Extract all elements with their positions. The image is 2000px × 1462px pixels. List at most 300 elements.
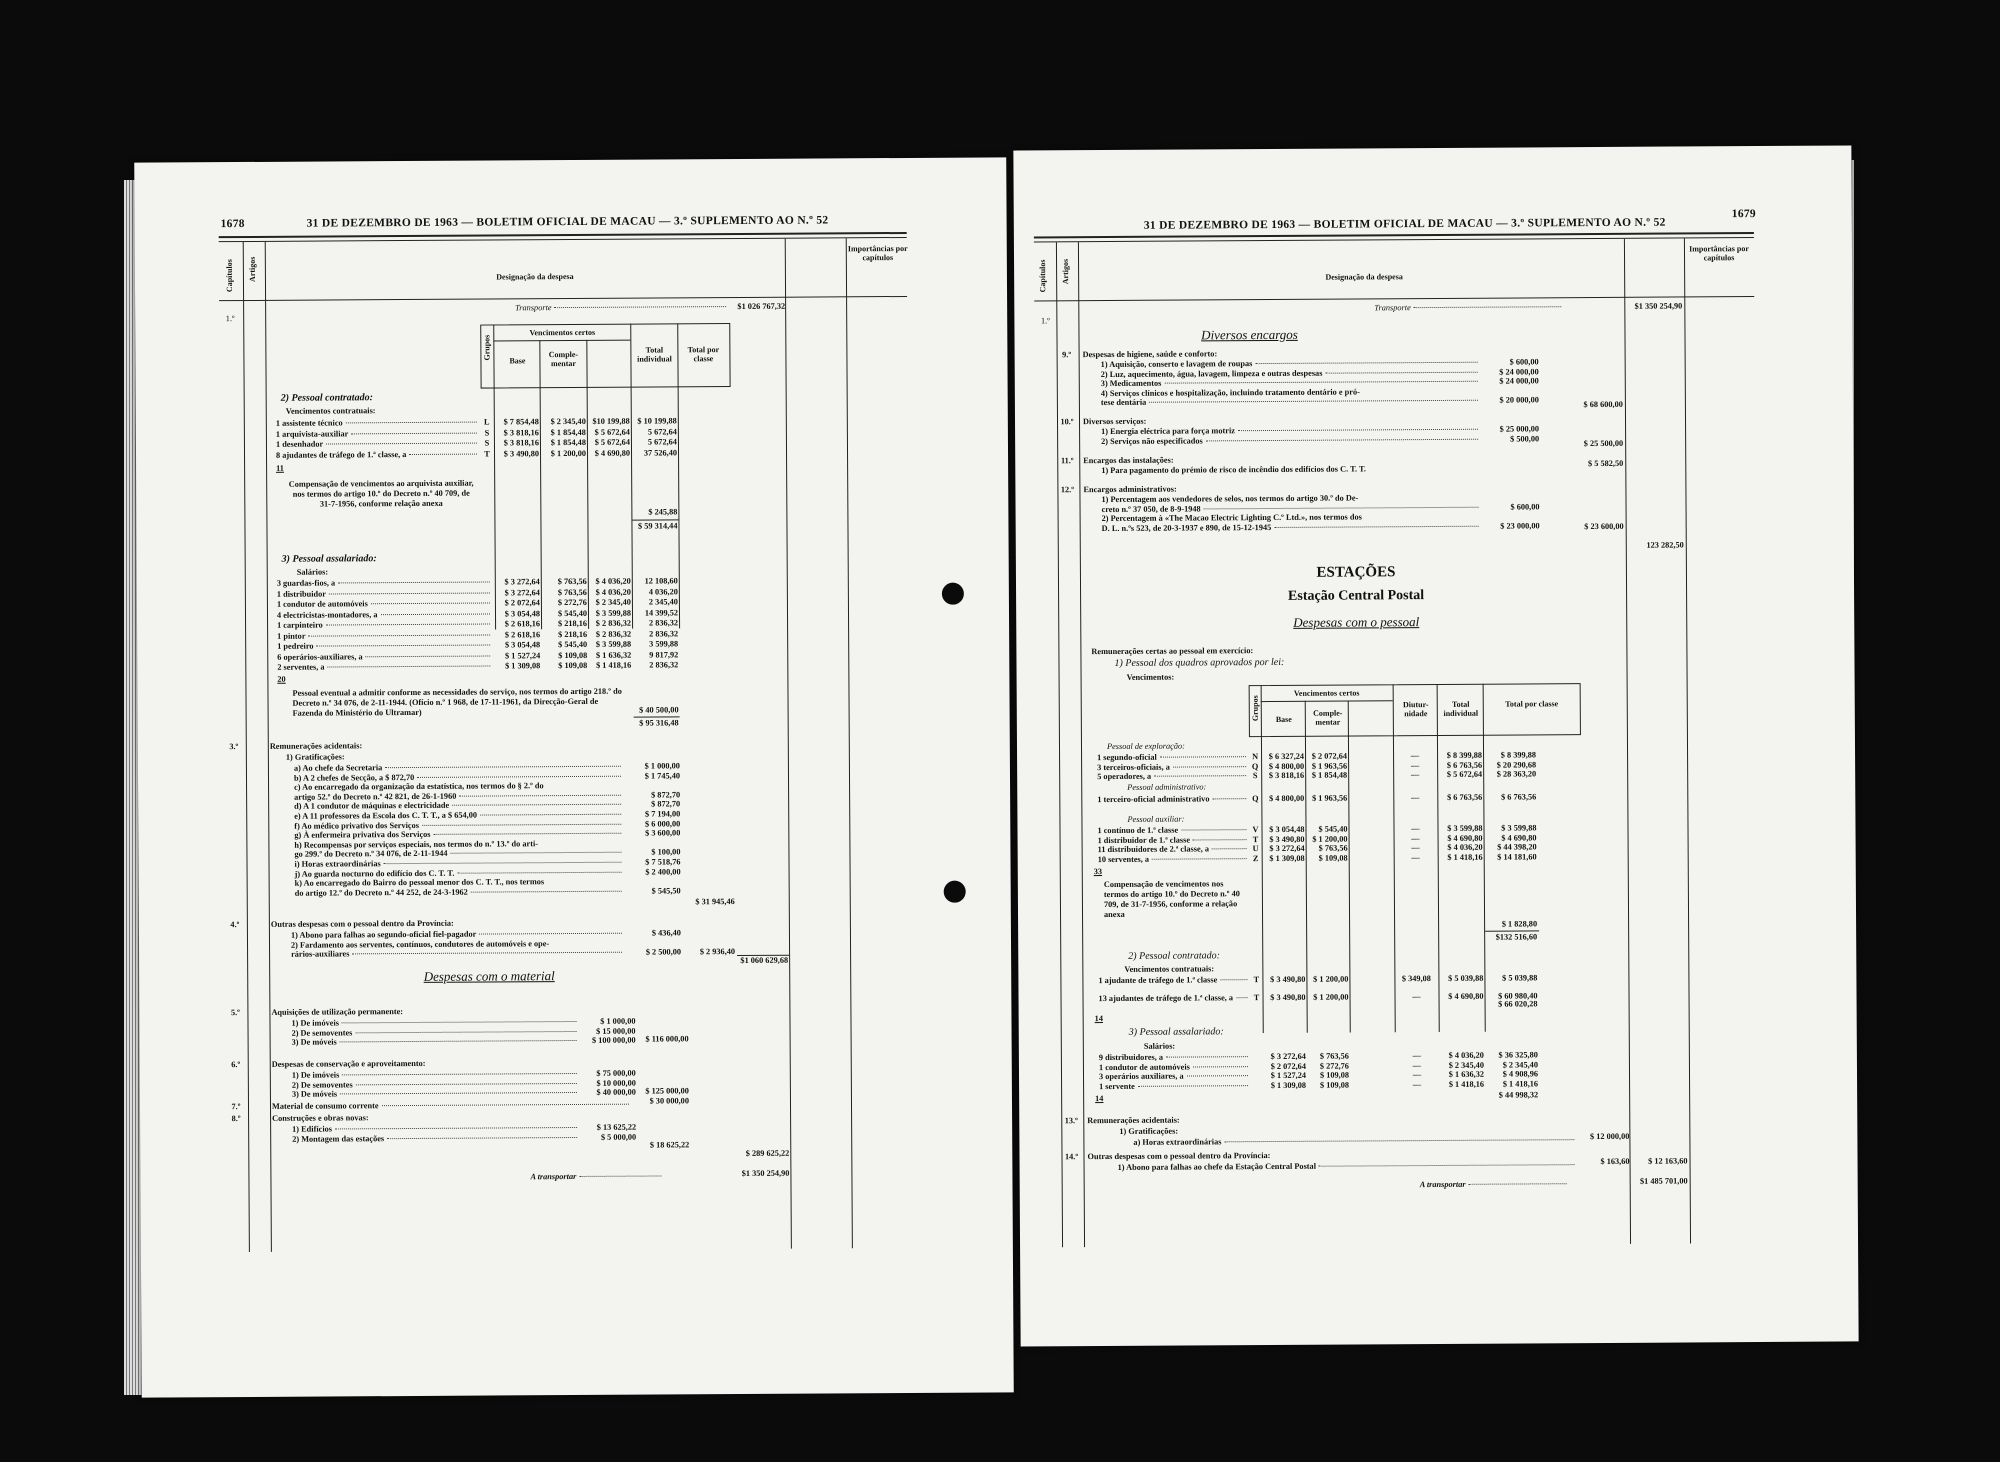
grupo-letter: Q — [1252, 794, 1259, 804]
gratificacao-item-text: artigo 52.º do Decreto n.º 42 821, de 26-1-1960 — [294, 791, 457, 802]
art8-value: $ 5 000,00 — [600, 1132, 637, 1142]
art5-value: $ 1 000,00 — [600, 1016, 636, 1026]
art9-value: $ 600,00 — [1509, 357, 1539, 367]
complementar-value: $ 272,76 — [557, 597, 587, 608]
gratificacao-item: h) Recompensas por serviços especiais, nos termos do n.º 13.º do arti- — [294, 839, 539, 850]
staff-row-desc — [1099, 993, 1251, 1004]
total-individual-value: $ 1 418,16 — [1447, 852, 1483, 862]
assalariado-row-desc — [277, 630, 493, 641]
art12-item — [1102, 522, 1482, 534]
eventual-value: $ 40 500,00 — [639, 705, 679, 715]
art5-item — [292, 1036, 580, 1048]
gratificacao-value: $ 7 518,76 — [645, 857, 681, 867]
diuturnidade-value: $ 349,08 — [1401, 974, 1431, 984]
art12-item: 1) Percentagem aos vendedores de selos, nos termos do artigo 30.º do De- — [1101, 493, 1359, 505]
art9-item: 4) Serviços clínicos e hospitalização, incluindo tratamento dentário e pró- — [1100, 387, 1360, 398]
grupo-letter: T — [484, 449, 490, 459]
total-classe-value: 2 836,32 — [649, 628, 679, 639]
article-number: 4.º — [230, 920, 240, 930]
base-value: $ 2 072,64 — [1270, 1061, 1306, 1071]
total-classe-value: 12 108,60 — [644, 576, 678, 586]
article-number: 5.º — [230, 1008, 240, 1018]
art12-value: $ 23 000,00 — [1500, 521, 1540, 531]
article-number: 7.º — [231, 1102, 241, 1112]
col-artigos: Artigos — [247, 256, 257, 282]
total-individual-value: $ 6 763,56 — [1447, 792, 1483, 802]
total-classe-value: $ 36 325,80 — [1498, 1050, 1538, 1060]
total-classe-value: $ 28 363,20 — [1496, 769, 1537, 779]
base-value: $ 3 054,48 — [1269, 824, 1305, 835]
assalariado-count: 14 — [1095, 1094, 1104, 1104]
base-value: $ 2 072,64 — [504, 598, 540, 608]
art5-title: Aquisições de utilização permanente: — [271, 1007, 404, 1017]
assalariado-row-desc — [277, 661, 493, 672]
assalariado-row-desc — [277, 588, 493, 599]
art13-item-text: a) Horas extraordinárias — [1133, 1137, 1222, 1147]
art6-total: $ 125 000,00 — [645, 1086, 689, 1096]
contratado-row-desc — [276, 418, 480, 429]
left-page: 1678 31 DE DEZEMBRO DE 1963 — BOLETIM OFICIAL DE MACAU — 3.º SUPLEMENTO AO N.º 52 Capítulos Artigos Designação da despesa Importâncias por capítulos Transporte $1 026 767,32 1.º Grupos Vencimentos certos Base Comple-mentar Total individual Total por classe 2) Pessoal contratado: Vencimentos contratuais: 1 assistente técnico L $ 7 854,48 $ 2 345,40 $10 199,88 $ 10 199,88 1 arquivista-auxiliar S $ 3 818,16 $ 1 854,48 $ 5 672,64 5 672,64 1 desenhador S $ 3 818,16 $ 1 854,48 $ 5 672,64 5 672,64 8 ajudantes de tráfego de 1.ª classe, a T $ 3 490,80 $ 1 200,00 $ 4 690,80 37 526,40 11 Compensação de vencimentos ao arquivista auxiliar, nos termos do artigo 10.º do Decreto n.º 40 709, de 31-7-1956, conforme relação anexa $ 245,88 $ 59 314,44 3) Pessoal assalariado: Salários: 3 guardas-fios, a $ 3 272,64 $ 763,56 $ 4 036,20 12 108,60 1 distribuidor $ 3 272,64 $ 763,56 $ 4 036,20 4 036,20 1 condutor de automóveis $ 2 072,64 $ 272,76 $ 2 345,40 2 345,40 4 electricistas-montadores, a $ 3 054,48 $ 545,40 $ 3 599,88 14 399,52 1 carpinteiro $ 2 618,16 $ 218,16 $ 2 836,32 2 836,32 1 pintor $ 2 618,16 $ 218,16 $ 2 836,32 2 836,32 1 pedreiro $ 3 054,48 $ 545,40 $ 3 599,88 3 599,88 6 operários-auxiliares, a $ 1 527,24 $ 109,08 $ 1 636,32 9 817,92 2 serventes, a $ 1 309,08 $ 109,08 $ 1 418,16 2 836,32 20 Pessoal eventual a admitir conforme as necessidades do serviço, nos termos do artigo 218.º do Decreto n.º 34 076, de 2-11-1944. (Ofício n.º 1 968, de 17-11-1961, da Direcção-Geral de Fazenda do Ministério do Ultramar) $ 40 500,00 $ 95 316,48 3.º Remunerações acidentais: 1) Gratificações: a) Ao chefe da Secretaria $ 1 000,00 b) A 2 chefes de Secção, a $ 872,70 $ 1 745,40 c) Ao encarregado da organização da estatística, nos termos do § 2.º do artigo 52.º do Decreto n.º 42 821, de 26-1-1960 $ 872,70 d) A 1 condutor de máquinas e electricidade $ 872,70 e) A 11 professores da Escola dos C. T. T., a $ 654,00 $ 7 194,00 f) Ao médico privativo dos Serviços $ 6 000,00 g) À enfermeira privativa dos Serviços $ 3 600,00 h) Recompensas por serviços especiais, nos termos do n.º 13.º do arti- go 299.º do Decreto n.º 34 076, de 2-11-1944 $ 100,00 i) Horas extraordinárias $ 7 518,76 j) Ao guarda nocturno do edifício dos C. T. T. $ 2 400,00 k) Ao encarregado do Bairro do pessoal menor dos C. T. T., nos termos do artigo 12.º do Decreto n.º 44 252, de 24-3-1962 $ 545,50 $ 31 945,46 4.º Outras despesas com o pessoal dentro da Província: 1) Abono para falhas ao segundo-oficial fiel-pagador $ 436,40 2) Fardamento aos serventes, contínuos, condutores de automóveis e ope- rários-auxiliares $ 2 500,00 $ 2 936,40 $1 060 629,68 Despesas com o material 5.º Aquisições de utilização permanente: 1) De imóveis $ 1 000,00 2) De semoventes $ 15 000,00 3) De móveis $ 100 000,00 $ 116 000,00 6.º Despesas de conservação e aproveitamento: 1) De imóveis $ 75 000,00 2) De semoventes $ 10 000,00 3) De móveis $ 40 000,00 $ 125 000,00 7.º Material de consumo corrente $ 30 000,00 8.º Construções e obras novas: 1) Edifícios $ 13 625,22 2) Montagem das estações $ 5 000,00 $ 18 625,22 $ 289 625,22 A transportar $1 350 254,90 — [134, 157, 1014, 1397]
assalariado-row-desc — [277, 651, 493, 662]
base-value: $ 4 800,00 — [1268, 761, 1305, 771]
gratificacao-item-text: f) Ao médico privativo dos Serviços — [294, 820, 419, 831]
total-classe-value: 37 526,40 — [643, 447, 678, 458]
base-value: $ 3 054,48 — [504, 608, 541, 618]
art5-value: $ 15 000,00 — [596, 1026, 636, 1036]
total-classe-value: 2 836,32 — [648, 618, 679, 628]
punch-hole — [942, 583, 964, 605]
col-importancias: Importâncias por capítulos — [1689, 244, 1749, 263]
total-individual-value: $ 5 672,64 — [594, 437, 630, 447]
contratado-row-desc — [276, 428, 480, 439]
complementar-value: $ 763,56 — [557, 576, 587, 587]
diuturnidade-value: — — [1412, 992, 1421, 1002]
page-number: 1678 — [220, 218, 245, 231]
art6-item-text: 3) De móveis — [291, 1089, 338, 1099]
total-individual-value: $ 5 672,64 — [594, 427, 630, 437]
complementar-value: $ 763,56 — [1318, 843, 1348, 853]
art8-item — [292, 1133, 580, 1145]
art12-value: $ 600,00 — [1510, 501, 1540, 512]
article-number: 8.º — [231, 1114, 241, 1124]
grupo-letter: T — [1253, 993, 1260, 1003]
gratificacao-value: $ 100,00 — [651, 847, 681, 857]
art8-total: $ 18 625,22 — [649, 1140, 690, 1150]
staff-row-desc-text: 13 ajudantes de tráfego de 1.ª classe, a — [1098, 993, 1234, 1004]
assalariado-row-desc-text: 1 pedreiro — [277, 641, 314, 651]
eventual-text: Pessoal eventual a admitir conforme as necessidades do serviço, nos termos do artigo 218.º do Decreto n.º 34 076, de 2-11-1944. (Ofício n.º 1 968, de 17-11-1961, da Direcção-Geral de Fazenda do Ministério do Ultramar) — [292, 686, 622, 718]
total-classe-value: $ 10 199,88 — [637, 416, 677, 426]
assalariado-row-desc-text: 1 carpinteiro — [277, 620, 323, 630]
total-individual-value: $ 4 690,80 — [594, 448, 631, 458]
contratado-row-desc-text: 8 ajudantes de tráfego de 1.ª classe, a — [275, 449, 407, 460]
art12-title: Encargos administrativos: — [1083, 484, 1177, 495]
assalariado-row-desc-text: 6 operários-auxiliares, a — [277, 651, 363, 662]
art3-total: $ 31 945,46 — [695, 897, 735, 907]
art6-title: Despesas de conservação e aproveitamento: — [271, 1058, 426, 1069]
gratificacao-item-text: do artigo 12.º do Decreto n.º 44 252, de 24-3-1962 — [294, 887, 468, 898]
article-number: 14.º — [1064, 1152, 1079, 1162]
art5-item-text: 2) De semoventes — [291, 1027, 353, 1038]
complementar-value: $ 272,76 — [1319, 1061, 1349, 1071]
compensacao-value: $ 245,88 — [648, 507, 678, 517]
art12-item: 2) Percentagem à «The Macao Electric Lighting C.º Ltd.», nos termos dos — [1101, 512, 1362, 524]
col-artigos: Artigos — [1061, 258, 1071, 285]
base-value: $ 3 490,80 — [1270, 992, 1306, 1003]
complementar-value: $ 1 200,00 — [1312, 834, 1348, 844]
remuneracoes-title: Remunerações certas ao pessoal em exercício: — [1091, 646, 1254, 657]
assalariado-row-desc — [277, 577, 493, 588]
art6-value: $ 75 000,00 — [596, 1068, 636, 1078]
base-value: $ 6 327,24 — [1268, 751, 1305, 762]
staff-row-desc-text: 1 terceiro-oficial administrativo — [1097, 794, 1210, 805]
contratado-row-desc-text: 1 arquivista-auxiliar — [275, 428, 349, 439]
running-head: 31 DE DEZEMBRO DE 1963 — BOLETIM OFICIAL DE MACAU — 3.º SUPLEMENTO AO N.º 52 — [306, 214, 829, 230]
staff-row-desc-text: 1 segundo-oficial — [1097, 752, 1157, 763]
contratado-count: 11 — [276, 463, 284, 473]
art8-item-text: 2) Montagem das estações — [292, 1133, 385, 1144]
art12-total: $ 23 600,00 — [1584, 521, 1624, 532]
diuturnidade-value: — — [1412, 1060, 1422, 1070]
staff-row-desc — [1098, 975, 1250, 986]
staff-row-desc — [1097, 771, 1249, 782]
complementar-value: $ 545,40 — [1318, 824, 1348, 834]
art4-item: 2) Fardamento aos serventes, contínuos, condutores de automóveis e ope- — [290, 938, 550, 950]
article-number: 9.º — [1062, 350, 1072, 360]
total-individual-value: $ 6 763,56 — [1446, 760, 1483, 770]
total-classe-value: 5 672,64 — [647, 426, 677, 437]
art10-item-text: 2) Serviços não especificados — [1101, 436, 1203, 446]
article-number: 6.º — [231, 1060, 241, 1070]
diuturnidade-value: — — [1410, 770, 1420, 780]
base-value: $ 1 527,24 — [504, 650, 541, 660]
total-individual-value: $ 4 036,20 — [595, 587, 631, 597]
gratificacao-item — [295, 886, 625, 898]
total-classe-value: $ 8 399,88 — [1500, 750, 1537, 760]
total-classe-value: $ 4 908,96 — [1502, 1069, 1539, 1079]
contratado-row-desc — [276, 449, 480, 460]
complementar-value: $ 2 345,40 — [550, 416, 586, 427]
total-classe-value: $ 5 039,88 — [1502, 973, 1538, 983]
assalariado-row-desc — [277, 619, 493, 630]
gratificacao-item-text: j) Ao guarda nocturno do edifício dos C. T. T. — [294, 868, 455, 879]
art14-title: Outras despesas com o pessoal dentro da Província: — [1087, 1151, 1271, 1162]
base-value: $ 1 309,08 — [505, 661, 541, 671]
art13-item — [1133, 1135, 1577, 1148]
section-diversos-encargos: Diversos encargos — [1201, 326, 1298, 343]
staff-row-desc-text: 1 servente — [1099, 1081, 1135, 1091]
total-classe-value: $ 44 398,20 — [1497, 842, 1537, 852]
section-despesas-pessoal: Despesas com o pessoal — [1293, 614, 1420, 630]
base-value: $ 3 818,16 — [503, 427, 539, 437]
contratado-row-desc-text: 1 assistente técnico — [275, 418, 343, 428]
total-individual-value: $ 3 599,88 — [1447, 823, 1483, 833]
exploracao-label: Pessoal de exploração: — [1106, 741, 1185, 752]
art13-title: Remunerações acidentais: — [1087, 1115, 1180, 1126]
compensacao-text: Compensação de vencimentos nos termos do artigo 10.º do Decreto n.º 40 709, de 31-7-1956, conforme a relação anexa — [1103, 879, 1240, 920]
gratificacao-item-text: go 299.º do Decreto n.º 34 076, de 2-11-1944 — [294, 849, 448, 860]
art6-item-text: 1) De imóveis — [291, 1070, 340, 1080]
col-capitulos: Capítulos — [224, 259, 235, 293]
complementar-value: $ 1 854,48 — [550, 427, 586, 437]
total-classe-value: $ 14 181,60 — [1497, 852, 1537, 862]
total-classe-value: 5 672,64 — [647, 437, 677, 447]
base-value: $ 3 490,80 — [503, 448, 540, 458]
base-value: $ 3 272,64 — [504, 577, 540, 587]
grupo-letter: S — [484, 438, 490, 448]
total-individual-value: $ 5 672,64 — [1446, 769, 1483, 780]
total-classe-value: $ 4 690,80 — [1501, 832, 1537, 843]
art8-title: Construções e obras novas: — [272, 1113, 369, 1123]
complementar-value: $ 763,56 — [1319, 1051, 1349, 1061]
complementar-value: $ 109,08 — [558, 650, 588, 660]
complementar-value: $ 109,08 — [558, 660, 588, 671]
assalariado-count: 20 — [277, 674, 286, 684]
transporte-label: Transporte — [1374, 303, 1411, 313]
base-value: $ 3 272,64 — [1269, 843, 1305, 854]
contratado-sub: Vencimentos contratuais: — [285, 406, 376, 416]
art13-sub: 1) Gratificações: — [1119, 1126, 1179, 1136]
gratificacao-value: $ 545,50 — [651, 886, 681, 896]
total-individual-value: $ 4 036,20 — [1448, 1050, 1484, 1060]
total-classe-value: $ 60 980,40 — [1498, 991, 1538, 1001]
complementar-value: $ 109,08 — [1319, 1080, 1350, 1090]
total-classe-value: 2 836,32 — [649, 660, 679, 670]
art14-item — [1118, 1160, 1578, 1173]
col-capitulos: Capítulos — [1038, 259, 1048, 293]
base-value: $ 3 272,64 — [504, 587, 540, 597]
article-number: 10.º — [1060, 417, 1074, 427]
art6-value: $ 40 000,00 — [596, 1087, 636, 1098]
complementar-value: $ 109,08 — [1318, 853, 1348, 863]
gratificacao-value: $ 6 000,00 — [644, 818, 681, 829]
contratado-sub: Vencimentos contratuais: — [1124, 964, 1215, 974]
staff-row-desc-text: 5 operadores, a — [1097, 771, 1152, 782]
contratado-row-desc — [276, 439, 480, 450]
art5-item-text: 1) De imóveis — [291, 1018, 339, 1028]
art3-title: Remunerações acidentais: — [269, 741, 363, 751]
col-importancias: Importâncias por capítulos — [847, 243, 908, 263]
total-individual-value: $ 8 399,88 — [1446, 750, 1483, 760]
gratificacao-value: $ 1 745,40 — [644, 770, 681, 781]
total-individual-value: $ 2 345,40 — [1448, 1060, 1484, 1070]
chapter-number: 1.º — [1040, 316, 1050, 326]
complementar-value: $ 1 854,48 — [550, 437, 586, 448]
auxiliar-label: Pessoal auxiliar: — [1127, 814, 1185, 824]
a-transportar-label-text: A transportar — [530, 1171, 577, 1182]
quadros-title: 1) Pessoal dos quadros aprovados por lei: — [1114, 656, 1285, 669]
complementar-value: $ 1 963,56 — [1312, 793, 1348, 803]
total-individual-value: $ 2 836,32 — [595, 618, 632, 628]
a-transportar-label — [1420, 1179, 1570, 1190]
grupo-letter: S — [1252, 771, 1258, 781]
staff-row-desc-text: 1 contínuo de 1.ª classe — [1097, 825, 1179, 836]
section-despesas-material: Despesas com o material — [423, 968, 555, 984]
assalariado-row-desc-text: 4 electricistas-montadores, a — [276, 609, 378, 620]
compensacao-text: Compensação de vencimentos ao arquivista auxiliar, nos termos do artigo 10.º do Decreto n.º 40 709, de 31-7-1956, conforme relação anexa — [288, 478, 474, 509]
gratificacao-value: $ 2 400,00 — [645, 866, 681, 877]
art4-item-text: rários-auxiliares — [291, 949, 350, 959]
total-individual-value: $ 2 836,32 — [595, 629, 632, 639]
punch-hole — [944, 881, 966, 903]
assalariado-row-desc — [277, 640, 493, 651]
complementar-value: $ 1 200,00 — [1313, 974, 1349, 984]
transporte-value: $1 350 254,90 — [1634, 301, 1683, 311]
staff-row-desc-text: 1 distribuidor de 1.ª classe — [1097, 835, 1191, 845]
material-subtotal: $ 289 625,22 — [745, 1148, 790, 1158]
art5-item-text: 3) De móveis — [291, 1037, 337, 1047]
col-designacao: Designação da despesa — [496, 271, 574, 282]
total-individual-value: $ 1 418,16 — [596, 660, 632, 670]
grupo-letter: V — [1252, 825, 1259, 835]
art9-total: $ 68 600,00 — [1583, 399, 1623, 410]
diuturnidade-value: — — [1411, 833, 1420, 843]
grupo-letter: Z — [1252, 853, 1259, 863]
art10-total: $ 25 500,00 — [1583, 438, 1624, 449]
total-classe-value: 9 817,92 — [649, 649, 679, 660]
total-classe-value: 4 036,20 — [648, 586, 678, 597]
complementar-value: $ 1 200,00 — [1313, 992, 1349, 1002]
gratificacao-item-text: b) A 2 chefes de Secção, a $ 872,70 — [293, 772, 415, 783]
a-transportar-label-text: A transportar — [1419, 1179, 1466, 1190]
gratificacao-item: k) Ao encarregado do Bairro do pessoal menor dos C. T. T., nos termos — [294, 877, 545, 888]
art10-title: Diversos serviços: — [1082, 416, 1147, 427]
grupo-letter: L — [484, 417, 490, 427]
art9-item-text: 3) Medicamentos — [1100, 378, 1162, 389]
chapter-subtotal: $1 060 629,68 — [740, 955, 789, 965]
art9-title: Despesas de higiene, saúde e conforto: — [1082, 349, 1218, 360]
assalariado-sub: Salários: — [1143, 1041, 1176, 1051]
total-classe-value: $ 6 763,56 — [1501, 792, 1537, 802]
base-value: $ 1 309,08 — [1270, 1080, 1307, 1090]
assalariado-row-desc-text: 2 serventes, a — [277, 662, 325, 672]
art9-value: $ 24 000,00 — [1499, 366, 1539, 377]
eventual-total: $ 95 316,48 — [639, 718, 679, 728]
total-classe-value: 3 599,88 — [649, 639, 679, 649]
grupo-letter: T — [1252, 834, 1259, 844]
grupo-letter: Q — [1251, 761, 1259, 771]
staff-row-desc-text: 1 condutor de automóveis — [1098, 1062, 1190, 1072]
gratificacao-item-text: d) A 1 condutor de máquinas e electricidade — [294, 801, 450, 812]
gratificacao-value: $ 872,70 — [651, 799, 681, 809]
contratado-count: 14 — [1094, 1014, 1103, 1024]
diuturnidade-value: — — [1411, 824, 1420, 834]
art8-value: $ 13 625,22 — [596, 1122, 637, 1132]
right-page: 31 DE DEZEMBRO DE 1963 — BOLETIM OFICIAL DE MACAU — 3.º SUPLEMENTO AO N.º 52 1679 Capítulos Artigos Designação da despesa Importâncias por capítulos Transporte $1 350 254,90 1.º Diversos encargos 9.º Despesas de higiene, saúde e conforto: 1) Aquisição, conserto e lavagem de roupas $ 600,00 2) Luz, aquecimento, água, lavagem, limpeza e outras despesas $ 24 000,00 3) Medicamentos $ 24 000,00 4) Serviços clínicos e hospitalização, incluindo tratamento dentário e pró- tese dentária $ 20 000,00 $ 68 600,00 10.º Diversos serviços: 1) Energia eléctrica para força motriz $ 25 000,00 2) Serviços não especificados $ 500,00 $ 25 500,00 11.º Encargos das instalações: 1) Para pagamento do prémio de risco de incêndio dos edifícios dos C. T. T. $ 5 582,50 12.º Encargos administrativos: 1) Percentagem aos vendedores de selos, nos termos do artigo 30.º do De- creto n.º 37 050, de 8-9-1948 $ 600,00 2) Percentagem à «The Macao Electric Lighting C.º Ltd.», nos termos dos D. L. n.ºs 523, de 20-3-1937 e 890, de 15-12-1945 $ 23 000,00 $ 23 600,00 123 282,50 Remunerações certas ao pessoal em exercício: 1) Pessoal dos quadros aprovados por lei: Vencimentos: Pessoal de exploração: 1 segundo-oficial N $ 6 327,24 $ 2 072,64 — $ 8 399,88 $ 8 399,88 3 terceiros-oficiais, a Q $ 4 800,00 $ 1 963,56 — $ 6 763,56 $ 20 290,68 5 operadores, a S $ 3 818,16 $ 1 854,48 — $ 5 672,64 $ 28 363,20 Pessoal administrativo: 1 terceiro-oficial administrativo Q $ 4 800,00 $ 1 963,56 — $ 6 763,56 $ 6 763,56 Pessoal auxiliar: 1 contínuo de 1.ª classe V $ 3 054,48 $ 545,40 — $ 3 599,88 $ 3 599,88 1 distribuidor de 1.ª classe T $ 3 490,80 $ 1 200,00 — $ 4 690,80 $ 4 690,80 11 distribuidores de 2.ª classe, a U $ 3 272,64 $ 763,56 — $ 4 036,20 $ 44 398,20 10 serventes, a Z $ 1 309,08 $ 109,08 — $ 1 418,16 $ 14 181,60 33 Compensação de vencimentos nos termos do artigo 10.º do Decreto n.º 40 709, de 31-7-1956, conforme a relação anexa $ 1 828,80 $132 516,60 2) Pessoal contratado: Vencimentos contratuais: 1 ajudante de tráfego de 1.ª classe T $ 3 490,80 $ 1 200,00 $ 349,08 $ 5 039,88 $ 5 039,88 13 ajudantes de tráfego de 1.ª classe, a T $ 3 490,80 $ 1 200,00 — $ 4 690,80 $ 60 980,40 14 $ 66 020,28 3) Pessoal assalariado: Salários: 9 distribuidores, a $ 3 272,64 $ 763,56 — $ 4 036,20 $ 36 325,80 1 condutor de automóveis $ 2 072,64 $ 272,76 — $ 2 345,40 $ 2 345,40 3 operários auxiliares, a $ 1 527,24 $ 109,08 — $ 1 636,32 $ 4 908,96 1 servente $ 1 309,08 $ 109,08 — $ 1 418,16 $ 1 418,16 14 $ 44 998,32 13.º Remunerações acidentais: 1) Gratificações: a) Horas extraordinárias $ 12 000,00 14.º Outras despesas com o pessoal dentro da Província: 1) Abono para falhas ao chefe da Estação Central Postal $ 163,60 $ 12 163,60 A transportar $1 485 701,00 ESTAÇÕES Estação Central Postal Despesas com o pessoal Grupos Vencimentos certos Base Comple-mentar Diutur-nidade Total individual Total por classe — [1013, 145, 1858, 1346]
gratificacao-item-text: a) Ao chefe da Secretaria — [293, 763, 383, 773]
assalariado-row-desc — [277, 598, 493, 609]
a-transportar-value: $1 350 254,90 — [741, 1168, 790, 1178]
complementar-value: $ 218,16 — [558, 629, 588, 639]
contratado-row-desc-text: 1 desenhador — [275, 439, 324, 449]
gratificacao-item-text: g) À enfermeira privativa dos Serviços — [294, 830, 431, 840]
diuturnidade-value: — — [1412, 1070, 1422, 1080]
base-value: $ 3 490,80 — [1269, 834, 1305, 844]
total-individual-value: $ 1 636,32 — [1448, 1069, 1485, 1080]
base-value: $ 3 272,64 — [1270, 1051, 1306, 1062]
art11-item: 1) Para pagamento do prémio de risco de incêndio dos edifícios dos C. T. T. — [1101, 464, 1367, 476]
art3-sub: 1) Gratificações: — [285, 752, 345, 762]
grupo-letter: S — [484, 428, 490, 438]
art4-total: $ 2 936,40 — [699, 947, 736, 957]
gratificacao-item: c) Ao encarregado da organização da estatística, nos termos do § 2.º do — [294, 781, 544, 792]
base-value: $ 3 818,16 — [503, 438, 539, 448]
total-individual-value: $ 5 039,88 — [1448, 973, 1484, 983]
article-number: 3.º — [229, 742, 239, 752]
diuturnidade-value: — — [1412, 1079, 1422, 1089]
quadros-total: $132 516,60 — [1495, 932, 1538, 942]
art4-item — [291, 948, 625, 960]
art6-item — [292, 1088, 580, 1100]
art8-item-text: 1) Edifícios — [292, 1124, 333, 1134]
art11-title: Encargos das instalações: — [1083, 455, 1174, 466]
vencimentos-sub: Vencimentos: — [1126, 672, 1175, 682]
article-number: 12.º — [1060, 485, 1075, 495]
assalariado-title: 3) Pessoal assalariado: — [1128, 1026, 1224, 1038]
diuturnidade-value: — — [1410, 751, 1420, 761]
section-estacoes: ESTAÇÕES — [1316, 564, 1396, 581]
total-classe-value: 14 399,52 — [644, 607, 679, 618]
assalariado-total: $ 44 998,32 — [1498, 1090, 1539, 1100]
art12-item-text: creto n.º 37 050, de 8-9-1948 — [1101, 504, 1201, 514]
art9-item-text: 1) Aquisição, conserto e lavagem de roupas — [1100, 359, 1253, 370]
art10-item-text: 1) Energia eléctrica para força motriz — [1101, 426, 1235, 437]
assalariado-sub: Salários: — [296, 567, 329, 577]
art14-item-text: 1) Abono para falhas ao chefe da Estação Central Postal — [1117, 1161, 1317, 1172]
grupo-letter: U — [1252, 844, 1259, 854]
art9-item-text: tese dentária — [1100, 398, 1147, 408]
gratificacao-value: $ 872,70 — [651, 790, 681, 800]
grupo-letter: N — [1252, 752, 1259, 762]
staff-row-desc — [1099, 1081, 1251, 1092]
administrativo-label: Pessoal administrativo: — [1127, 782, 1207, 792]
base-value: $ 3 818,16 — [1268, 770, 1305, 781]
total-individual-value: $ 4 036,20 — [1447, 842, 1483, 853]
total-classe-value: $ 1 418,16 — [1502, 1079, 1539, 1089]
art12-item-text: D. L. n.ºs 523, de 20-3-1937 e 890, de 15-12-1945 — [1101, 522, 1272, 533]
total-individual-value: $ 4 036,20 — [595, 576, 631, 586]
section-estacao-central-postal: Estação Central Postal — [1287, 588, 1425, 604]
staff-row-desc-text: 9 distribuidores, a — [1098, 1052, 1164, 1063]
art5-total: $ 116 000,00 — [645, 1034, 689, 1044]
diuturnidade-value: — — [1411, 843, 1420, 853]
diuturnidade-value: — — [1410, 760, 1420, 770]
transporte-value: $1 026 767,32 — [737, 301, 786, 311]
total-classe-value: $ 2 345,40 — [1502, 1059, 1538, 1070]
assalariado-row-desc-text: 1 condutor de automóveis — [276, 599, 368, 609]
total-individual-value: $ 3 599,88 — [595, 639, 632, 649]
assalariado-row-desc — [277, 609, 493, 620]
art5-value: $ 100 000,00 — [592, 1035, 636, 1046]
contratado-total: $ 59 314,44 — [638, 521, 678, 531]
total-individual-value: $ 4 690,80 — [1447, 833, 1483, 843]
art10-value: $ 500,00 — [1510, 433, 1540, 444]
total-classe-value: 2 345,40 — [648, 597, 678, 607]
base-value: $ 1 309,08 — [1269, 853, 1305, 863]
complementar-value: $ 545,40 — [557, 608, 588, 618]
art14-value: $ 163,60 — [1600, 1156, 1630, 1167]
art4-item-text: 1) Abono para falhas ao segundo-oficial fiel-pagador — [290, 929, 477, 940]
total-individual-value: $ 1 418,16 — [1448, 1079, 1485, 1089]
a-transportar-label — [530, 1171, 664, 1182]
complementar-value: $ 1 854,48 — [1311, 770, 1348, 780]
total-classe-value: $ 20 290,68 — [1496, 759, 1537, 770]
complementar-value: $ 763,56 — [557, 587, 587, 597]
total-individual-value: $ 4 690,80 — [1448, 991, 1484, 1001]
art4-title: Outras despesas com o pessoal dentro da Província: — [270, 918, 454, 929]
total-classe-value: $ 3 599,88 — [1501, 823, 1537, 833]
staff-row-desc-text: 1 ajudante de tráfego de 1.ª classe — [1098, 975, 1218, 986]
